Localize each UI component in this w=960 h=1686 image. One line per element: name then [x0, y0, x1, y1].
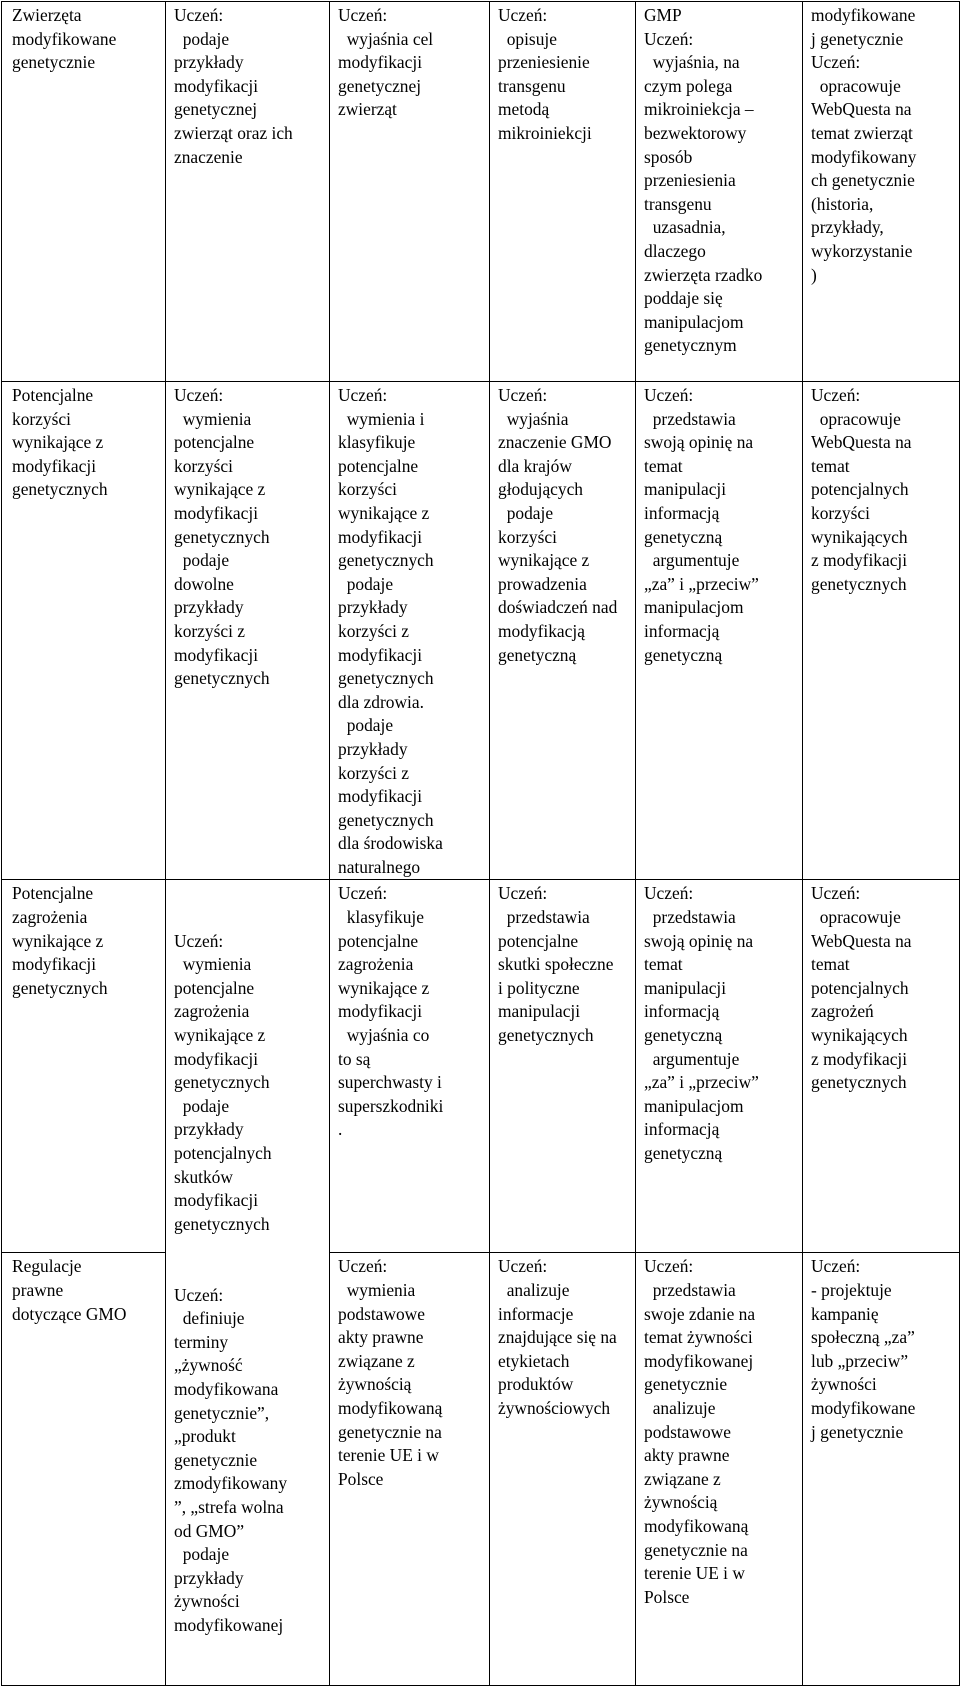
requirement-cell: [636, 382, 803, 880]
requirement-cell: [330, 880, 490, 1253]
cell-text: Uczeń: wymienia potencjalne korzyści wynikające z modyfikacji genetycznych podaje dowolne przykłady korzyści z modyfikacji genetycznych: [174, 385, 270, 689]
requirement-cell: [803, 1253, 960, 1685]
cell-text: Uczeń: przedstawia swoje zdanie na temat żywności modyfikowanej genetycznie analizuje podstawowe akty prawne związane z żywnością modyfikowaną genetycznie na terenie UE i w Polsce: [644, 1256, 756, 1607]
requirement-cell: [636, 1253, 803, 1685]
cell-text: Uczeń: przedstawia swoją opinię na temat manipulacji informacją genetyczną argumentuje „za” i „przeciw” manipulacjom informacją genetyczną: [644, 385, 759, 665]
cell-text: Uczeń: analizuje informacje znajdujące się na etykietach produktów żywnościowych: [498, 1256, 617, 1418]
topic-text: Zwierzęta modyfikowane genetycznie: [12, 5, 117, 73]
topic-text: Regulacje prawne dotyczące GMO: [12, 1256, 127, 1324]
requirement-cell: [490, 1253, 636, 1685]
cell-text: Uczeń: wymienia podstawowe akty prawne związane z żywnością modyfikowaną genetycznie na terenie UE i w Polsce: [338, 1256, 443, 1489]
cell-text: modyfikowane j genetycznie Uczeń: opracowuje WebQuesta na temat zwierząt modyfikowany ch genetycznie (historia, przykłady, wykorzystanie ): [811, 5, 917, 285]
topic-cell: [2, 880, 166, 1253]
curriculum-table: [1, 1, 960, 1686]
cell-text: Uczeń: wymienia i klasyfikuje potencjalne korzyści wynikające z modyfikacji genetycznych podaje przykłady korzyści z modyfikacji genetycznych dla zdrowia. podaje przykłady korzyści z modyfikacji genetycznych dla środowiska naturalnego: [338, 385, 443, 877]
requirement-cell: [636, 880, 803, 1253]
requirement-cell: [636, 2, 803, 382]
cell-text: Uczeń: przedstawia potencjalne skutki społeczne i polityczne manipulacji genetycznych: [498, 883, 614, 1046]
requirement-cell: [166, 382, 330, 880]
topic-text: Potencjalne zagrożenia wynikające z modyfikacji genetycznych: [12, 883, 108, 998]
requirement-cell: [330, 2, 490, 382]
requirement-cell: [490, 382, 636, 880]
requirement-cell: [330, 382, 490, 880]
topic-cell: [2, 1253, 166, 1685]
requirement-cell: [166, 880, 330, 1685]
cell-text: Uczeń: opracowuje WebQuesta na temat potencjalnych zagrożeń wynikających z modyfikacji genetycznych: [811, 883, 912, 1093]
topic-text: Potencjalne korzyści wynikające z modyfikacji genetycznych: [12, 385, 108, 500]
cell-text: Uczeń: klasyfikuje potencjalne zagrożenia wynikające z modyfikacji wyjaśnia co to są superchwasty i superszkodniki .: [338, 883, 444, 1140]
topic-cell: [2, 2, 166, 382]
cell-text: Uczeń: opracowuje WebQuesta na temat potencjalnych korzyści wynikających z modyfikacji genetycznych: [811, 385, 912, 594]
requirement-cell: [330, 1253, 490, 1685]
requirement-cell: [166, 2, 330, 382]
topic-cell: [2, 382, 166, 880]
cell-text: Uczeń: - projektuje kampanię społeczną „za” lub „przeciw” żywności modyfikowane j genetycznie: [811, 1256, 916, 1442]
requirement-cell: [803, 880, 960, 1253]
cell-text: Uczeń: podaje przykłady modyfikacji genetycznej zwierząt oraz ich znaczenie: [174, 5, 293, 167]
cell-text: Uczeń: opisuje przeniesienie transgenu metodą mikroiniekcji: [498, 5, 592, 143]
table-row: [2, 382, 960, 880]
cell-text: Uczeń: wymienia potencjalne zagrożenia wynikające z modyfikacji genetycznych podaje przykłady potencjalnych skutków modyfikacji genetycznych: [174, 930, 272, 1234]
cell-text: Uczeń: przedstawia swoją opinię na temat manipulacji informacją genetyczną argumentuje „za” i „przeciw” manipulacjom informacją genetyczną: [644, 883, 759, 1163]
cell-text: Uczeń: wyjaśnia znaczenie GMO dla krajów głodujących podaje korzyści wynikające z prowadzenia doświadczeń nad modyfikacją genetyczną: [498, 385, 618, 665]
cell-text: GMP Uczeń: wyjaśnia, na czym polega mikroiniekcja – bezwektorowy sposób przeniesienia transgenu uzasadnia, dlaczego zwierzęta rzadko poddaje się manipulacjom genetycznym: [644, 5, 763, 356]
table-row: [2, 1253, 960, 1685]
cell-text: Uczeń: definiuje terminy „żywność modyfikowana genetycznie”, „produkt genetycznie zmodyfikowany ”, „strefa wolna od GMO” podaje przykłady żywności modyfikowanej: [174, 1284, 288, 1635]
requirement-cell: [490, 880, 636, 1253]
cell-text: Uczeń: wyjaśnia cel modyfikacji genetycznej zwierząt: [338, 5, 434, 120]
table-row: [2, 880, 960, 1253]
requirement-cell: [803, 2, 960, 382]
requirement-cell: [490, 2, 636, 382]
table-row: [2, 2, 960, 382]
requirement-cell: [803, 382, 960, 880]
